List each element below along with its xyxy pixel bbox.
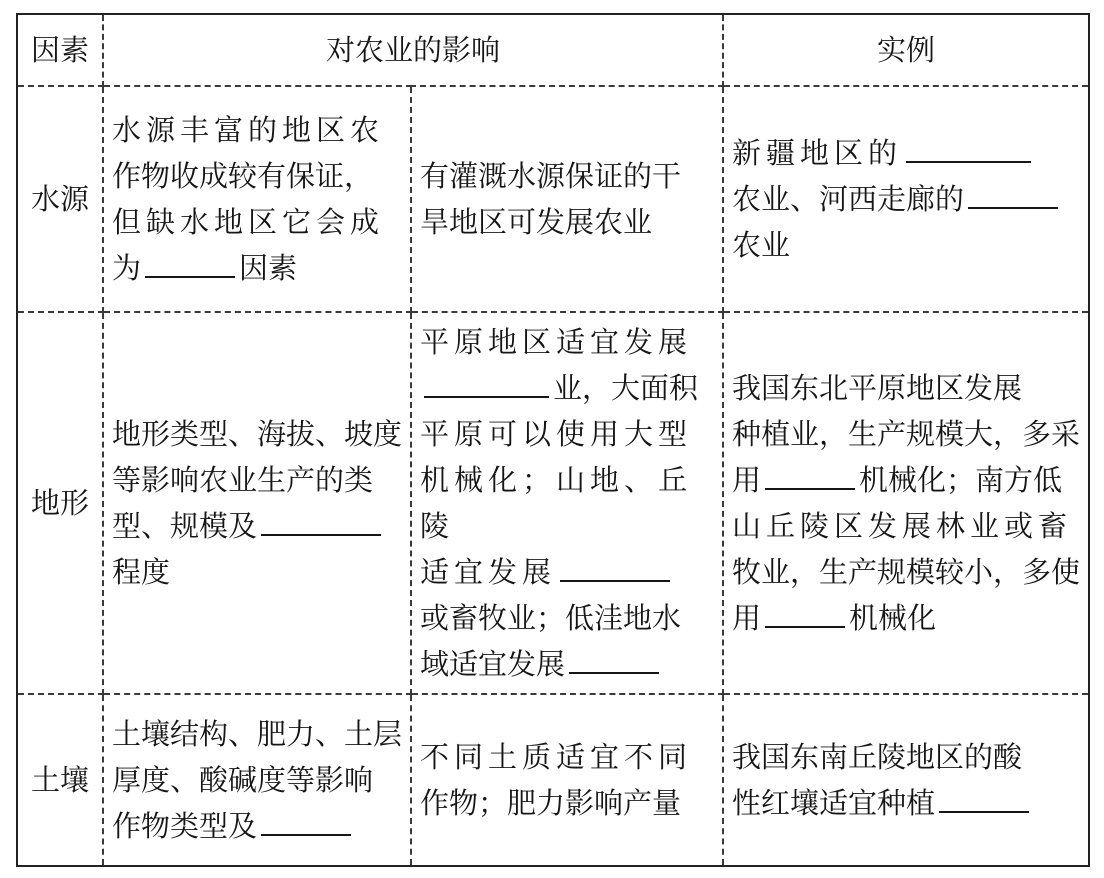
answer-blank[interactable] (765, 462, 855, 490)
water-example: 新疆地区的 农业、河西走廊的 农业 (723, 86, 1089, 312)
answer-blank[interactable] (560, 554, 670, 582)
soil-example: 我国东南丘陵地区的酸 性红壤适宜种植 (723, 694, 1089, 866)
factor-water: 水源 (17, 86, 103, 312)
table-row-soil (17, 694, 1089, 866)
terrain-effect-b: 平原地区适宜发展 业，大面积 平原可以使用大型 机械化；山地、丘陵 适宜发展 或畜牧业；低洼地水 域适宜发展 (411, 312, 723, 694)
water-effect-a: 水源丰富的地区农 作物收成较有保证， 但缺水地区它会成 为 因素 (103, 86, 411, 312)
answer-blank[interactable] (968, 181, 1058, 209)
answer-blank[interactable] (906, 135, 1031, 163)
table-row-terrain (17, 312, 1089, 694)
header-effect: 对农业的影响 (103, 14, 723, 86)
soil-effect-b: 不同土质适宜不同 作物；肥力影响产量 (411, 694, 723, 866)
answer-blank[interactable] (939, 785, 1029, 813)
worksheet (16, 13, 1088, 865)
answer-blank[interactable] (424, 370, 549, 398)
answer-blank[interactable] (765, 600, 845, 628)
factor-soil: 土壤 (17, 694, 103, 866)
terrain-effect-a: 地形类型、海拔、坡度 等影响农业生产的类 型、规模及 程度 (103, 312, 411, 694)
table-row-water (17, 86, 1089, 312)
answer-blank[interactable] (261, 508, 381, 536)
answer-blank[interactable] (145, 250, 235, 278)
answer-blank[interactable] (569, 646, 659, 674)
answer-blank[interactable] (261, 808, 351, 836)
header-example: 实例 (723, 14, 1089, 86)
soil-effect-a: 土壤结构、肥力、土层 厚度、酸碱度等影响 作物类型及 (103, 694, 411, 866)
agriculture-factors-table (16, 13, 1090, 867)
header-factor: 因素 (17, 14, 103, 86)
factor-terrain: 地形 (17, 312, 103, 694)
water-effect-b: 有灌溉水源保证的干 旱地区可发展农业 (411, 86, 723, 312)
header-row (17, 14, 1089, 86)
terrain-example: 我国东北平原地区发展 种植业，生产规模大，多采 用 机械化；南方低 山丘陵区发展林业或畜 牧业，生产规模较小，多使 用 机械化 (723, 312, 1089, 694)
